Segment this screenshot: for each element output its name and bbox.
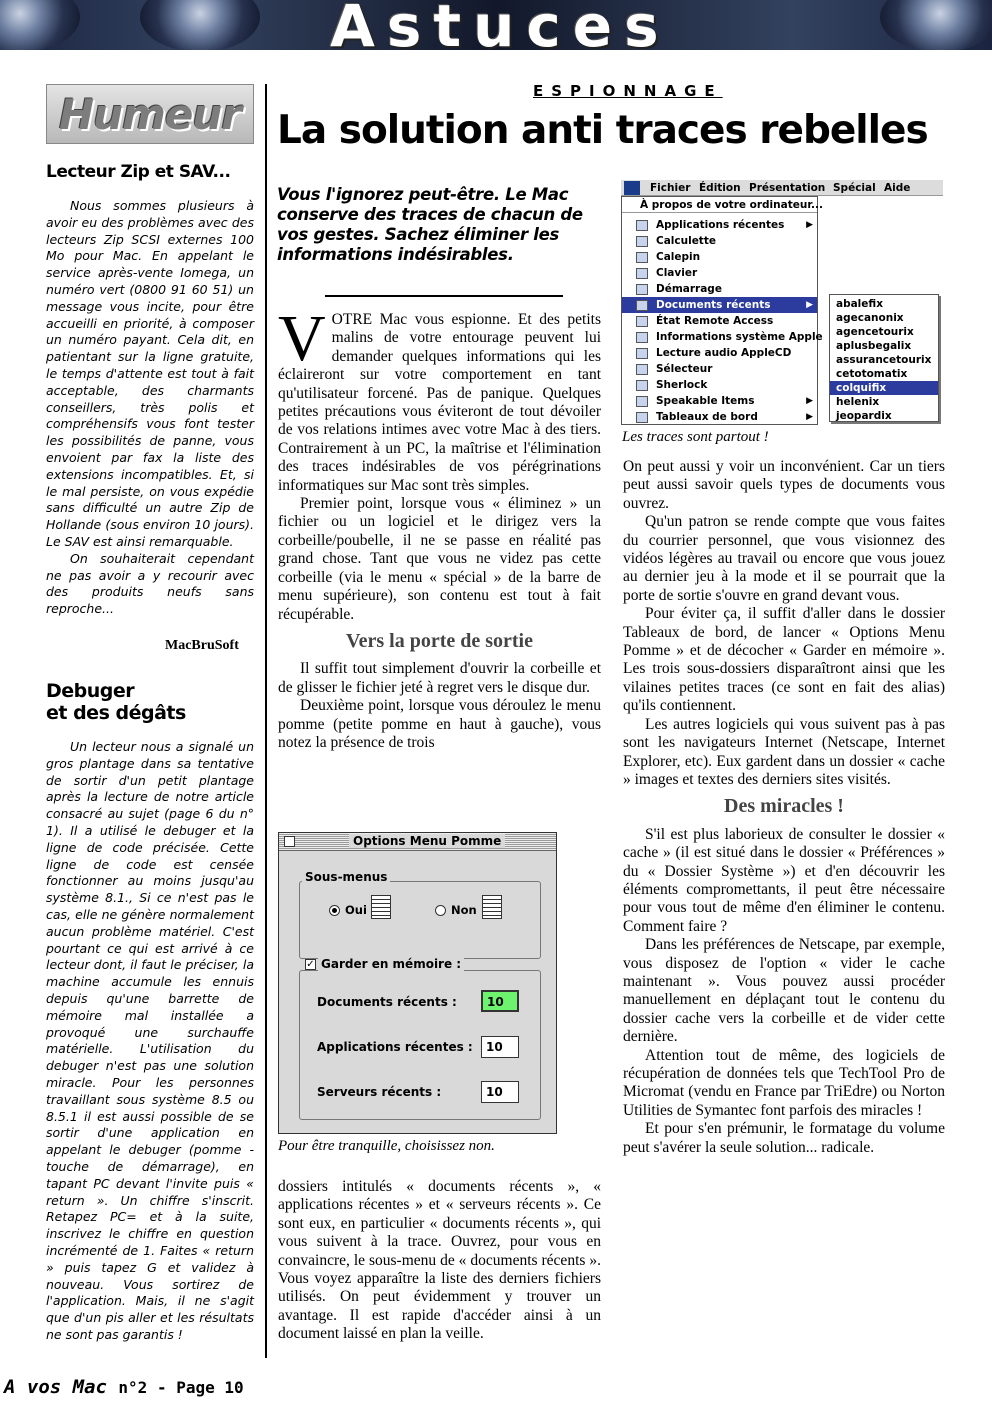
banner-orb-left-2 (140, 0, 260, 50)
col2-paragraph-6: Dans les préférences de Netscape, par exemple, vous disposez de l'option « vider le cache maintenant ». Vous pouvez aussi procéder manuellement en déplaçant tout le contenu du dossier cache vers la corbeille et de vider cette dernière. (623, 936, 945, 1046)
debuger-heading-line2: et des dégâts (46, 701, 186, 724)
control-panels-icon (636, 412, 648, 423)
col2-paragraph-8 (623, 1120, 945, 1157)
column-divider (265, 84, 267, 1358)
menu-item-label: Sherlock (656, 379, 708, 391)
submenu-item[interactable]: helenix (836, 396, 880, 408)
submenu-on-icon (371, 895, 391, 919)
debuger-heading-line1: Debuger (46, 680, 135, 702)
submenu-arrow-icon: ▶ (806, 396, 813, 406)
intro-paragraph (278, 302, 601, 495)
keyboard-icon (636, 268, 648, 279)
menu-item-lecture-audio[interactable] (622, 345, 817, 361)
menu-bar (621, 180, 943, 196)
page-footer (4, 1376, 244, 1398)
menu-item-documents-recents[interactable] (622, 297, 817, 313)
closing-text: Et pour s'en prémunir, le formatage du volume peut s'avérer la seule solution... radicale. (623, 1120, 945, 1156)
garder-memoire-label: Garder en mémoire : (318, 957, 464, 971)
debuger-paragraph-1: Un lecteur nous a signalé un gros plantage dans sa tentative de sortir d'un petit plantage après la lecture de notre article consacré au sujet (page 6 du n° 1). Il a utilisé le debuger et la ligne de code précisée. Cette ligne de code est censée fonctionner au moins jusqu'au système 8.1., Si ce n'est pas le cas, elle ne génère normalement aucun problème matériel. C'est pourtant ce qui est arrivé à ce lecteur dont, il faut le préciser, la machine accumule les ennuis depuis qu'une barrette de mémoire mal installée a provoqué une surchauffe matérielle. L'utilisation du debuger n'est pas une solution miracle. Pour les personnes travaillant sous système 8.5 ou 8.5.1 il est aussi possible de se sortir d'une application en appelant le debuger (pomme - touche de démarrage), en tapant PC devant l'invite puis « return ». Un chiffre s'inscrit. Retapez PC= et à la suite, inscrivez le chiffre en question incrémenté de 1. Faites « return » puis tapez G et validez à nouveau. Vous sortirez de l'application. Mais, il ne s'agit que d'un pis aller et les résultats ne sont pas garantis ! (46, 739, 254, 1342)
submenu-arrow-icon: ▶ (806, 220, 813, 230)
documents-recents-input[interactable]: 10 (481, 990, 519, 1012)
subhead-des-miracles: Des miracles ! (724, 795, 844, 818)
menu-item-clavier[interactable] (622, 265, 817, 281)
menu-fichier[interactable]: Fichier (650, 182, 691, 194)
menu-item-label: État Remote Access (656, 315, 774, 327)
menu-item-label: Speakable Items (656, 395, 755, 407)
menu-item-calepin[interactable] (622, 249, 817, 265)
submenu-item[interactable]: jeopardix (836, 410, 892, 422)
section-title: Astuces (330, 0, 671, 50)
recent-documents-submenu (829, 294, 939, 422)
article-column-1-bottom (278, 1178, 601, 1344)
col1-paragraph-3: Il suffit tout simplement d'ouvrir la corbeille et de glisser le fichier jeté à regret vers le disque dur. (278, 660, 601, 696)
menu-item-label: Applications récentes (656, 219, 785, 231)
col1-paragraph-2: Premier point, lorsque vous « éliminez » un fichier ou un logiciel et le dirigez vers la corbeille/poubelle, il ne se passe en réalité pas grand chose. Tant que vous ne videz pas cette corbeille (via le menu « spécial » de la barre de menu supérieure), son contenu est tout à fait récupérable. (278, 495, 601, 623)
menu-item-about[interactable]: À propos de votre ordinateur... (622, 197, 817, 213)
submenu-item-selected[interactable]: colquifix (830, 381, 938, 395)
menu-item-tableaux-de-bord[interactable] (622, 409, 817, 425)
menu-item-speakable-items[interactable] (622, 393, 817, 409)
garder-memoire-checkbox[interactable]: ✓ (306, 959, 315, 970)
applications-recentes-label: Applications récentes : (317, 1040, 473, 1054)
drop-cap: V (278, 302, 326, 375)
submenu-arrow-icon: ▶ (806, 300, 813, 310)
article-kicker: ESPIONNAGE (533, 82, 723, 100)
menu-item-label: Calculette (656, 235, 716, 247)
sidebar-article-zip (46, 198, 254, 618)
apple-menu-list (621, 196, 823, 425)
submenu-item[interactable]: agencetourix (836, 326, 914, 338)
submenus-group (299, 881, 541, 959)
zip-paragraph-1: Nous sommes plusieurs à avoir eu des problèmes avec des lecteurs Zip SCSI externes 100 Mo pour Mac. En appelant le service après-vente Iomega, un numéro vert (0800 91 60 51) un message vous incite, pour être accueilli en priorité, à composer un numéro payant. Cela dit, en patientant sur la ligne gratuite, le temps d'attente est tout à fait acceptable, des charmants conseillers, très polis et compréhensifs vous font tester les possibilités de panne, vous envoient par fax la liste des extensions incompatibles. Et, si le mal persiste, on vous expédie sans difficulté un autre Zip de Hollande (sous environ 10 jours). Le SAV est ainsi remarquable. (46, 198, 254, 549)
cd-icon (636, 348, 648, 359)
intro-text: OTRE Mac vous espionne. Et des petits malins de votre entourage peuvent lui demander quelques informations qui les éclaireront sur votre comportement en tant qu'utilisateur forcené. Pas de panique. Quelques petites précautions vous éviteront de tout dévoiler de vos relations intimes avec votre Mac à des tiers. Contrairement à un PC, la maîtrise et l'élimination des traces indésirables de vos pérégrinations informatiques sur Mac sont très simples. (278, 311, 601, 494)
menu-item-selecteur[interactable] (622, 361, 817, 377)
menu-item-applications-recentes[interactable] (622, 217, 817, 233)
article-column-2 (623, 458, 945, 1157)
submenu-item[interactable]: abalefix (836, 298, 883, 310)
folder-icon (636, 284, 648, 295)
applications-recentes-input[interactable]: 10 (481, 1036, 519, 1058)
menu-item-label: Sélecteur (656, 363, 713, 375)
col2-paragraph-4: Les autres logiciels qui vous suivent pas à pas sont les navigateurs Internet (Netscape, Internet Explorer, etc). Eux gardent dans un dossier « cache » images et textes des derniers sites visités. (623, 715, 945, 788)
signature: MacBruSoft (165, 638, 239, 653)
sherlock-icon (636, 380, 648, 391)
menu-edition[interactable]: Édition (699, 182, 741, 194)
lede-rule (325, 295, 563, 297)
folder-icon (636, 220, 648, 231)
humeur-badge (46, 84, 254, 144)
menu-caption: Les traces sont partout ! (622, 429, 769, 445)
subhead-porte-de-sortie: Vers la porte de sortie (346, 629, 533, 652)
remote-access-icon (636, 316, 648, 327)
radio-oui[interactable] (329, 905, 340, 916)
menu-aide[interactable]: Aide (884, 182, 911, 194)
col2-paragraph-1: On peut aussi y voir un inconvénient. Car un tiers peut aussi savoir quels types de documents vous ouvrez. (623, 458, 945, 512)
dialog-titlebar (279, 833, 556, 851)
apple-menu-screenshot (621, 180, 943, 425)
col2-paragraph-5: S'il est plus laborieux de consulter le dossier « cache » (il est situé dans le dossier « Préférences » du « Dossier Système ») et d'en découvrir les éléments compromettants, il peut être nécessaire pour vous tout de même d'en éliminer le contenu. Comment faire ? (623, 825, 945, 935)
menu-item-etat-remote-access[interactable] (622, 313, 817, 329)
menu-item-label: Informations système Apple (656, 331, 823, 343)
submenu-arrow-icon: ▶ (806, 412, 813, 422)
menu-presentation[interactable]: Présentation (749, 182, 826, 194)
menu-item-sherlock[interactable] (622, 377, 817, 393)
menu-item-label: Documents récents (656, 299, 771, 311)
submenu-item[interactable]: agecanonix (836, 312, 904, 324)
menu-item-label: Tableaux de bord (656, 411, 758, 423)
folder-icon (636, 300, 648, 311)
close-box-icon[interactable] (284, 836, 295, 847)
serveurs-recents-input[interactable]: 10 (481, 1081, 519, 1103)
radio-non[interactable] (435, 905, 446, 916)
dialog-caption: Pour être tranquille, choisissez non. (278, 1138, 495, 1154)
options-menu-pomme-dialog (278, 832, 557, 1134)
article-lede: Vous l'ignorez peut-être. Le Mac conserve des traces de chacun de vos gestes. Sachez éliminer les informations indésirables. (277, 185, 583, 264)
sidebar-heading-zip: Lecteur Zip et SAV... (46, 162, 231, 182)
zip-paragraph-2: On souhaiterait cependant ne pas avoir a y recourir avec des produits neufs sans reproche... (46, 550, 254, 617)
apple-menu-icon[interactable] (624, 181, 640, 195)
banner-orb-left (0, 0, 80, 50)
col2-paragraph-7: Attention tout de même, des logiciels de récupération de données tels que TechTool Pro de Micromat (vendu en France par TriEdre) ou Norton Utilities de Symantec font parfois des miracles ! (623, 1046, 945, 1119)
article-column-1 (278, 302, 601, 752)
oui-label: Oui (345, 903, 367, 917)
menu-special[interactable]: Spécial (833, 182, 876, 194)
col1-paragraph-5: dossiers intitulés « documents récents », « applications récentes » et « serveurs récents ». Ce sont eux, en particulier « documents récents », qui vous suivent à la trace. Ouvrez, pour vous en convaincre, le sous-menu de « documents récents ». Vous voyez apparaître la liste des derniers fichiers utilisés. On peut évidemment y trouver un avantage. Il est rapide d'accéder ainsi à un document laissé en plan la veille. (278, 1178, 601, 1343)
non-label: Non (451, 903, 477, 917)
notepad-icon (636, 252, 648, 263)
col2-paragraph-3: Pour éviter ça, il suffit d'aller dans le dossier Tableaux de bord, de lancer « Options Menu Pomme » et de décocher « Garder en mémoire ». Les trois sous-dossiers disparaîtront ainsi que les vilaines petites traces (ce sont en fait des alias) qu'ils contiennent. (623, 605, 945, 715)
menu-item-informations-systeme[interactable] (622, 329, 823, 345)
folder-icon (636, 396, 648, 407)
header-banner (0, 0, 992, 50)
serveurs-recents-label: Serveurs récents : (317, 1085, 442, 1099)
dialog-title: Options Menu Pomme (349, 834, 505, 848)
submenu-item[interactable]: aplusbegalix (836, 340, 912, 352)
banner-orb-right (880, 0, 992, 50)
submenus-label: Sous-menus (302, 870, 390, 884)
humeur-label: Humeur (59, 89, 241, 139)
menu-item-label: Calepin (656, 251, 701, 263)
menu-item-demarrage[interactable] (622, 281, 817, 297)
sidebar-article-debuger (46, 739, 254, 1344)
system-info-icon (636, 332, 648, 343)
submenu-off-icon (482, 895, 502, 919)
submenu-item[interactable]: assurancetourix (836, 354, 932, 366)
menu-item-label: Lecture audio AppleCD (656, 347, 792, 359)
documents-recents-label: Documents récents : (317, 995, 457, 1009)
col2-paragraph-2: Qu'un patron se rende compte que vous faites du courrier personnel, que vous visionnez des vidéos légères au travail ou encore que vous jouez au dernier jeu à la mode et il se pourrait que la porte de sortie s'ouvre en grand devant vous. (623, 513, 945, 604)
menu-item-label: Clavier (656, 267, 698, 279)
issue-page: n°2 - Page 10 (118, 1378, 244, 1397)
chooser-icon (636, 364, 648, 375)
calculator-icon (636, 236, 648, 247)
menu-item-label: Démarrage (656, 283, 722, 295)
submenu-item[interactable]: cetotomatix (836, 368, 908, 380)
col1-paragraph-4: Deuxième point, lorsque vous déroulez le menu pomme (petite pomme en haut à gauche), vous notez la présence de trois (278, 697, 601, 751)
sidebar-heading-debuger (46, 681, 186, 725)
article-headline: La solution anti traces rebelles (277, 108, 928, 153)
magazine-name: A vos Mac (4, 1376, 107, 1398)
menu-item-calculette[interactable] (622, 233, 817, 249)
